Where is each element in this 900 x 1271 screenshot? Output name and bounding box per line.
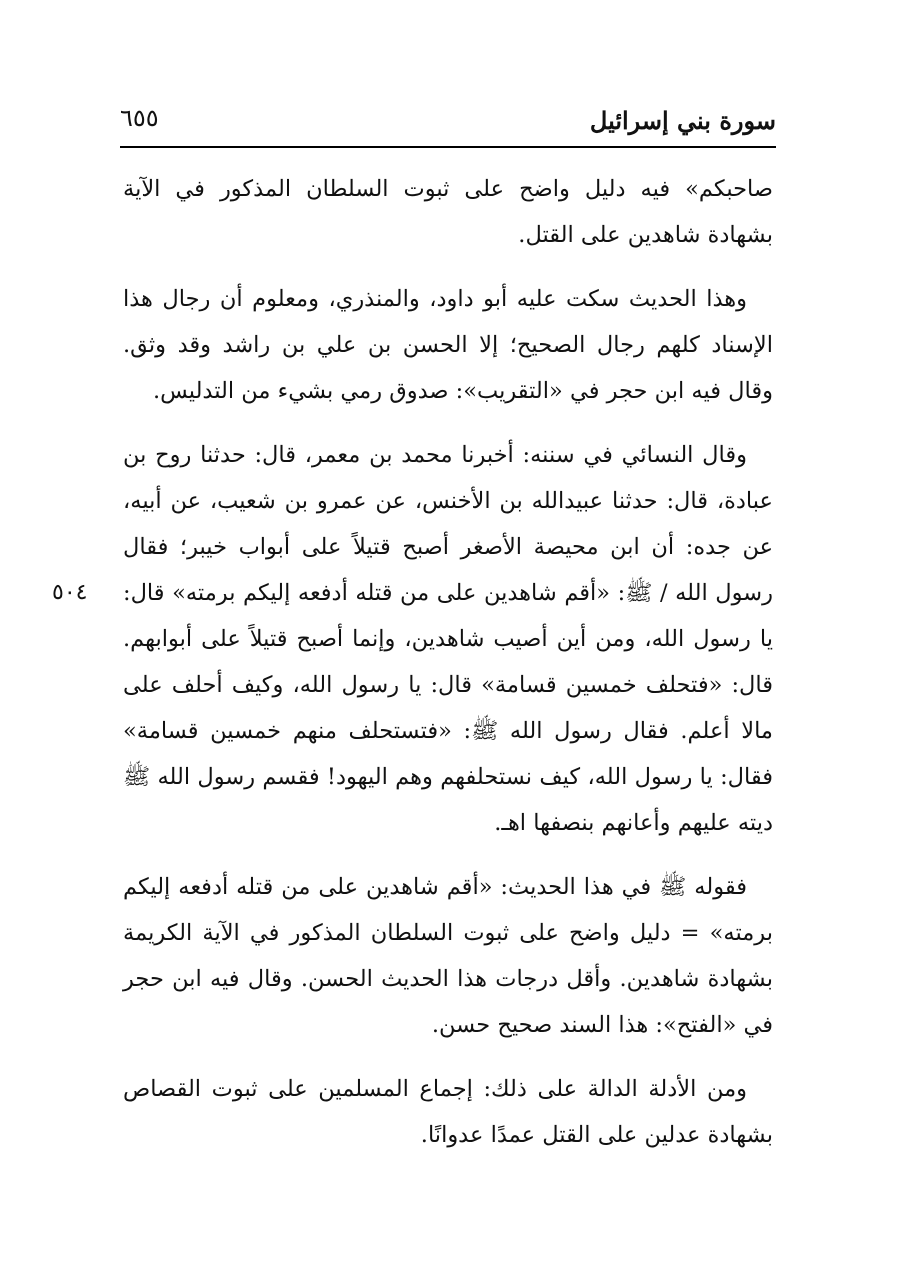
paragraph: فقوله ﷺ في هذا الحديث: «أقم شاهدين على من قتله أدفعه إليكم برمته» = دليل واضح على ثبوت السلطان المذكور في الآية الكريمة بشهادة شاهدين. وأقل درجات هذا الحديث الحسن. وقال فيه ابن حجر في «الفتح»: هذا السند صحيح حسن.: [123, 874, 773, 1038]
page-body: [123, 166, 773, 1158]
page-header: [120, 98, 776, 144]
margin-page-reference: ٥٠٤: [52, 580, 88, 605]
running-title: سورة بني إسرائيل: [589, 106, 776, 135]
paragraph: وقال النسائي في سننه: أخبرنا محمد بن معمر، قال: حدثنا روح بن عبادة، قال: حدثنا عبيدالله بن الأخنس، عن عمرو بن شعيب، عن أبيه، عن جده: أن ابن محيصة الأصغر أصبح قتيلاً على أبواب خيبر؛ فقال رسول الله / ﷺ: «أقم شاهدين على من قتله أدفعه إليكم برمته» قال: يا رسول الله، ومن أين أصيب شاهدين، وإنما أصبح قتيلاً على أبوابهم. قال: «فتحلف خمسين قسامة» قال: يا رسول الله، وكيف أحلف على مالا أعلم. فقال رسول الله ﷺ: «فتستحلف منهم خمسين قسامة» فقال: يا رسول الله، كيف نستحلفهم وهم اليهود! فقسم رسول الله ﷺ ديته عليهم وأعانهم بنصفها اهـ.: [123, 442, 773, 836]
paragraph: صاحبكم» فيه دليل واضح على ثبوت السلطان المذكور في الآية بشهادة شاهدين على القتل.: [123, 176, 773, 248]
paragraph: وهذا الحديث سكت عليه أبو داود، والمنذري، ومعلوم أن رجال هذا الإسناد كلهم رجال الصحيح؛ إلا الحسن بن علي بن راشد وقد وثق. وقال فيه ابن حجر في «التقريب»: صدوق رمي بشيء من التدليس.: [123, 286, 773, 404]
paragraph: ومن الأدلة الدالة على ذلك: إجماع المسلمين على ثبوت القصاص بشهادة عدلين على القتل عمدًا عدوانًا.: [123, 1076, 773, 1148]
page-number: ٦٥٥: [120, 104, 159, 132]
header-rule: [120, 146, 776, 148]
